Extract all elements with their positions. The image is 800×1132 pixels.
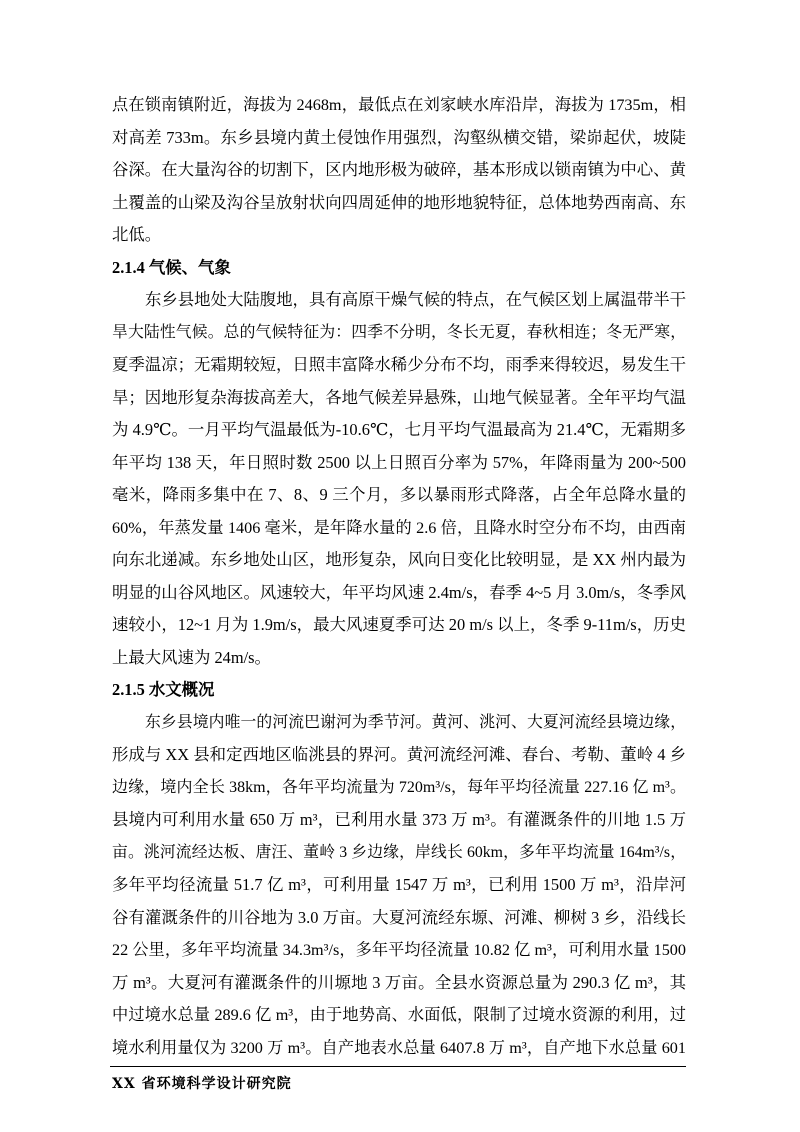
body-line: 上最大风速为 24m/s。 xyxy=(112,647,271,667)
body-line: 22 公里，多年平均流量 34.3m³/s，多年平均径流量 10.82 亿 m³，可利用水量 1500 xyxy=(112,941,686,959)
section-heading-hydrology: 2.1.5 水文概况 xyxy=(112,680,215,699)
page-body xyxy=(112,89,686,1064)
body-line: 年平均 138 天，年日照时数 2500 以上日照百分率为 57%，年降雨量为 200~500 xyxy=(112,452,686,472)
section-heading-climate: 2.1.4 气候、气象 xyxy=(112,257,231,277)
body-line: 北低。 xyxy=(112,225,162,244)
footer-divider xyxy=(110,1066,686,1067)
body-line: 东乡县地处大陆腹地，具有高原干燥气候的特点，在气候区划上属温带半干 xyxy=(145,290,686,309)
body-line: 谷有灌溉条件的川谷地为 3.0 万亩。大夏河流经东塬、河滩、柳树 3 乡，沿线长 xyxy=(112,907,686,927)
body-line: 明显的山谷风地区。风速较大，年平均风速 2.4m/s，春季 4~5 月 3.0m/s，冬季风 xyxy=(112,582,686,602)
body-line: 60%，年蒸发量 1406 毫米，是年降水量的 2.6 倍，且降水时空分布不均，由西南 xyxy=(112,518,686,537)
body-line: 为 4.9℃。一月平均气温最低为-10.6℃，七月平均气温最高为 21.4℃，无霜期多 xyxy=(112,420,686,439)
body-line: 县境内可利用水量 650 万 m³，已利用水量 373 万 m³。有灌溉条件的川地 1.5 万 xyxy=(112,810,686,829)
body-line: 谷深。在大量沟谷的切割下，区内地形极为破碎，基本形成以锁南镇为中心、黄 xyxy=(112,160,686,179)
body-line: 亩。洮河流经达板、唐汪、董岭 3 乡边缘，岸线长 60km，多年平均流量 164m³/s， xyxy=(112,843,686,861)
body-line: 边缘，境内全长 38km，各年平均流量为 720m³/s，每年平均径流量 227.16 亿 m³。 xyxy=(112,778,686,796)
body-line: 境水利用量仅为 3200 万 m³。自产地表水总量 6407.8 万 m³，自产地下水总量 601 xyxy=(112,1038,686,1057)
body-line: 夏季温凉；无霜期较短，日照丰富降水稀少分布不均，雨季来得较迟，易发生干 xyxy=(112,355,686,374)
footer-institute-name: XX 省环境科学设计研究院 xyxy=(112,1076,292,1092)
body-line: 点在锁南镇附近，海拔为 2468m，最低点在刘家峡水库沿岸，海拔为 1735m，相 xyxy=(112,96,686,114)
body-line: 东乡县境内唯一的河流巴谢河为季节河。黄河、洮河、大夏河流经县境边缘， xyxy=(145,713,686,731)
body-line: 旱大陆性气候。总的气候特征为：四季不分明，冬长无夏，春秋相连；冬无严寒， xyxy=(112,323,686,341)
body-line: 土覆盖的山梁及沟谷呈放射状向四周延伸的地形地貌特征，总体地势西南高、东 xyxy=(112,192,686,212)
body-line: 毫米，降雨多集中在 7、8、9 三个月，多以暴雨形式降落，占全年总降水量的 xyxy=(112,485,686,504)
body-line: 向东北递减。东乡地处山区，地形复杂，风向日变化比较明显，是 XX 州内最为 xyxy=(112,550,686,569)
body-line: 速较小，12~1 月为 1.9m/s，最大风速夏季可达 20 m/s 以上，冬季 9-11m/s，历史 xyxy=(112,615,686,634)
body-line: 中过境水总量 289.6 亿 m³，由于地势高、水面低，限制了过境水资源的利用，过 xyxy=(112,1006,686,1024)
body-line: 多年平均径流量 51.7 亿 m³，可利用量 1547 万 m³，已利用 1500 万 m³，沿岸河 xyxy=(112,875,686,894)
body-line: 万 m³。大夏河有灌溉条件的川塬地 3 万亩。全县水资源总量为 290.3 亿 m³，其 xyxy=(112,972,686,992)
body-line: 对高差 733m。东乡县境内黄土侵蚀作用强烈，沟壑纵横交错，梁峁起伏，坡陡 xyxy=(112,127,686,147)
body-line: 旱；因地形复杂海拔高差大，各地气候差异悬殊，山地气候显著。全年平均气温 xyxy=(112,387,686,407)
body-line: 形成与 XX 县和定西地区临洮县的界河。黄河流经河滩、春台、考勒、董岭 4 乡 xyxy=(112,745,686,764)
